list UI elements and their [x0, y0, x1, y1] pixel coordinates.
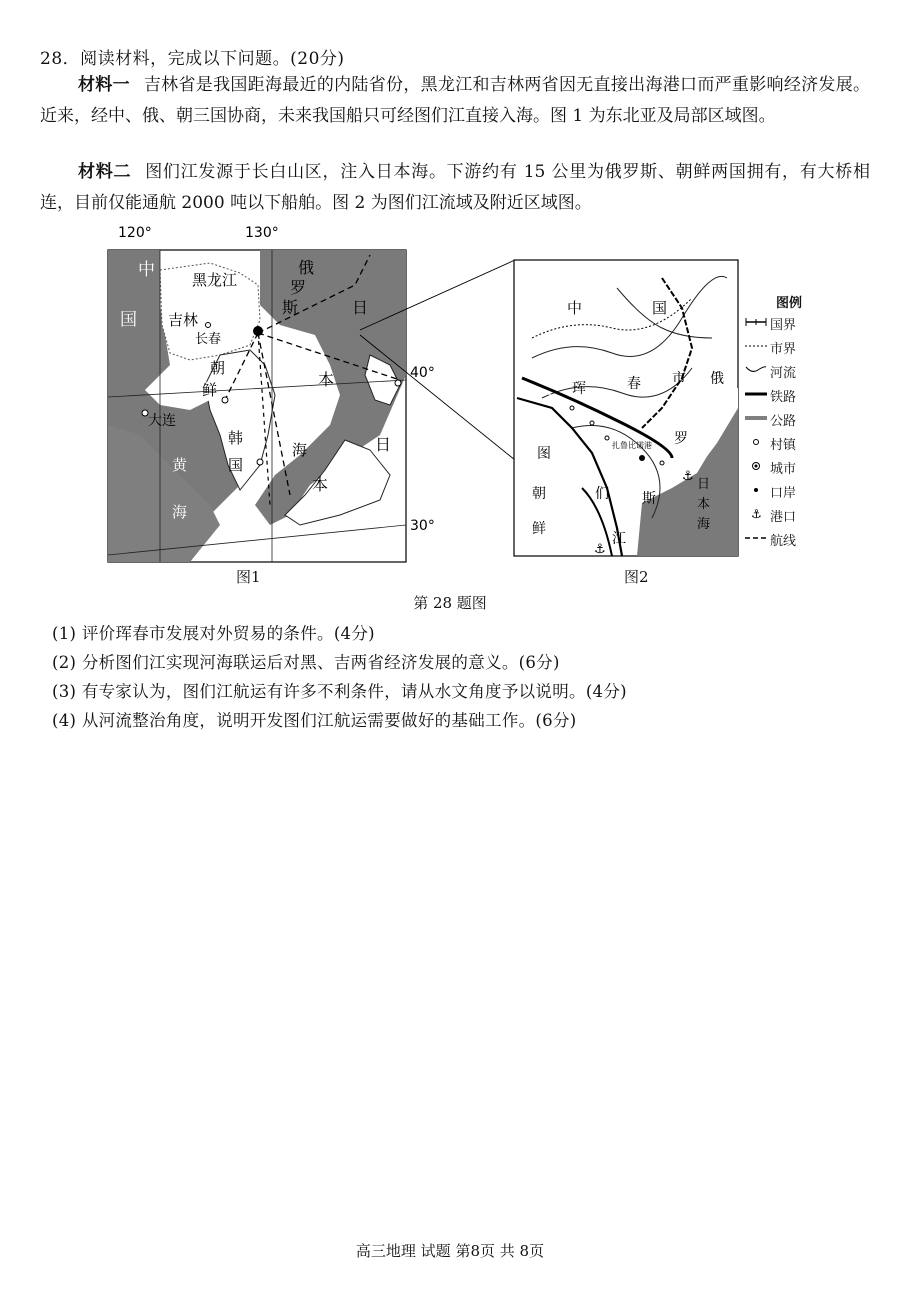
fig2-russia-3: 斯	[642, 491, 656, 507]
harbor-icon	[744, 507, 770, 523]
figure-2-map	[512, 258, 742, 558]
fig2-zarubino: 扎鲁比诺港	[612, 441, 652, 450]
fig2-north-korea-1: 朝	[532, 486, 546, 502]
fig1-south-korea-2: 国	[228, 456, 244, 474]
legend-item-route	[744, 527, 824, 551]
lat-label-40: 40°	[410, 365, 435, 381]
sub-question-3: (3) 有专家认为，图们江航运有许多不利条件，请从水文角度予以说明。(4分)	[52, 682, 627, 701]
lon-label-120: 120°	[118, 225, 152, 241]
port-entry-icon	[744, 484, 770, 499]
lat-label-30: 30°	[410, 518, 435, 534]
figure-1-caption: 图1	[236, 568, 261, 586]
harbor-icon: ⚓	[594, 542, 606, 557]
legend-item-border	[744, 311, 824, 335]
fig2-sea-2: 本	[697, 497, 711, 512]
fig2-sea-1: 日	[697, 477, 711, 492]
question-title: 28．阅读材料，完成以下问题。(20分)	[40, 49, 345, 69]
fig2-tumen-1: 图	[537, 446, 551, 462]
route-icon	[744, 532, 770, 547]
railway-icon	[744, 388, 770, 403]
legend-label: 村镇	[770, 437, 797, 453]
legend-item-highway	[744, 407, 824, 431]
fig1-changchun: 长春	[195, 332, 222, 347]
fig1-russia-1: 俄	[298, 258, 315, 277]
legend-label: 航线	[770, 533, 797, 549]
legend-item-city	[744, 455, 824, 479]
highway-icon	[744, 412, 770, 427]
legend-item-railway	[744, 383, 824, 407]
fig1-yellow-sea-1: 黄	[172, 456, 188, 474]
fig1-russia-3: 斯	[282, 298, 299, 317]
city-boundary-icon	[744, 340, 770, 355]
fig1-china-1: 中	[138, 260, 155, 280]
lon-label-130: 130°	[245, 225, 279, 241]
material-2-text: 图们江发源于长白山区，注入日本海。下游约有 15 公里为俄罗斯、朝鲜两国拥有，有大桥相连，目前仅能通航 2000 吨以下船舶。图 2 为图们江流域及附近区域图。	[40, 162, 870, 213]
legend-label: 市界	[770, 341, 797, 357]
fig2-hunchun-3: 市	[672, 371, 686, 387]
figure-2-legend	[744, 292, 824, 551]
legend-title: 图例	[775, 296, 802, 311]
harbor-icon: ⚓	[682, 469, 694, 484]
village-icon	[744, 436, 770, 451]
fig2-china-1: 中	[567, 299, 583, 317]
fig1-japan-ri: 日	[375, 435, 392, 454]
legend-item-river	[744, 359, 824, 383]
figure-main-caption: 第 28 题图	[413, 594, 487, 612]
legend-label: 公路	[770, 413, 797, 429]
sub-question-1: (1) 评价珲春市发展对外贸易的条件。(4分)	[52, 624, 375, 643]
fig2-china-2: 国	[652, 299, 668, 317]
fig2-north-korea-2: 鲜	[532, 521, 546, 537]
fig1-dalian: 大连	[148, 413, 176, 429]
material-1-label: 材料一	[78, 75, 130, 95]
border-icon	[744, 316, 770, 331]
material-1	[40, 70, 870, 132]
legend-label: 港口	[770, 509, 797, 525]
material-1-text: 吉林省是我国距海最近的内陆省份，黑龙江和吉林两省因无直接出海港口而严重影响经济发展。近来，经中、俄、朝三国协商，未来我国船只可经图们江直接入海。图 1 为东北亚及局部区域图。	[40, 75, 871, 126]
fig2-russia-2: 罗	[674, 431, 688, 447]
fig1-japan-sea-ri: 日	[352, 298, 369, 317]
fig2-hunchun-2: 春	[627, 376, 641, 392]
fig1-china-2: 国	[120, 310, 137, 330]
fig1-south-korea-1: 韩	[228, 429, 244, 447]
legend-label: 铁路	[770, 389, 797, 405]
fig1-yellow-sea-2: 海	[172, 503, 188, 521]
fig1-north-korea-1: 朝	[210, 359, 226, 377]
river-icon	[744, 364, 770, 379]
material-2	[40, 157, 870, 219]
city-icon	[744, 460, 770, 475]
fig2-tumen-2: 们	[595, 486, 609, 502]
figure-connector-lines	[355, 255, 520, 465]
fig2-tumen-3: 江	[612, 531, 626, 547]
legend-label: 城市	[770, 461, 797, 477]
legend-item-harbor	[744, 503, 824, 527]
figure-2-caption: 图2	[624, 568, 649, 586]
fig1-heilongjiang: 黑龙江	[192, 271, 238, 289]
legend-label: 河流	[770, 365, 797, 381]
legend-label: 国界	[770, 317, 797, 333]
fig2-russia-1: 俄	[710, 371, 724, 387]
material-2-label: 材料二	[78, 162, 132, 182]
fig2-sea-3: 海	[697, 517, 711, 532]
fig1-north-korea-2: 鲜	[202, 381, 218, 399]
page-footer: 高三地理 试题 第8页 共 8页	[355, 1242, 545, 1260]
legend-item-port-entry	[744, 479, 824, 503]
legend-label: 口岸	[770, 485, 797, 501]
fig1-japan-ben: 本	[312, 475, 329, 494]
fig1-jilin: 吉林	[168, 311, 199, 329]
fig1-sea-of-japan: 海	[292, 441, 308, 459]
fig2-hunchun-1: 珲	[572, 381, 586, 397]
legend-item-village	[744, 431, 824, 455]
legend-item-city-boundary	[744, 335, 824, 359]
fig1-russia-2: 罗	[290, 278, 307, 297]
sub-question-4: (4) 从河流整治角度，说明开发图们江航运需要做好的基础工作。(6分)	[52, 711, 577, 730]
sub-question-2: (2) 分析图们江实现河海联运后对黑、吉两省经济发展的意义。(6分)	[52, 653, 560, 672]
fig1-japan-sea-ben: 本	[318, 370, 335, 389]
svg-text:⚓: ⚓	[751, 507, 762, 519]
